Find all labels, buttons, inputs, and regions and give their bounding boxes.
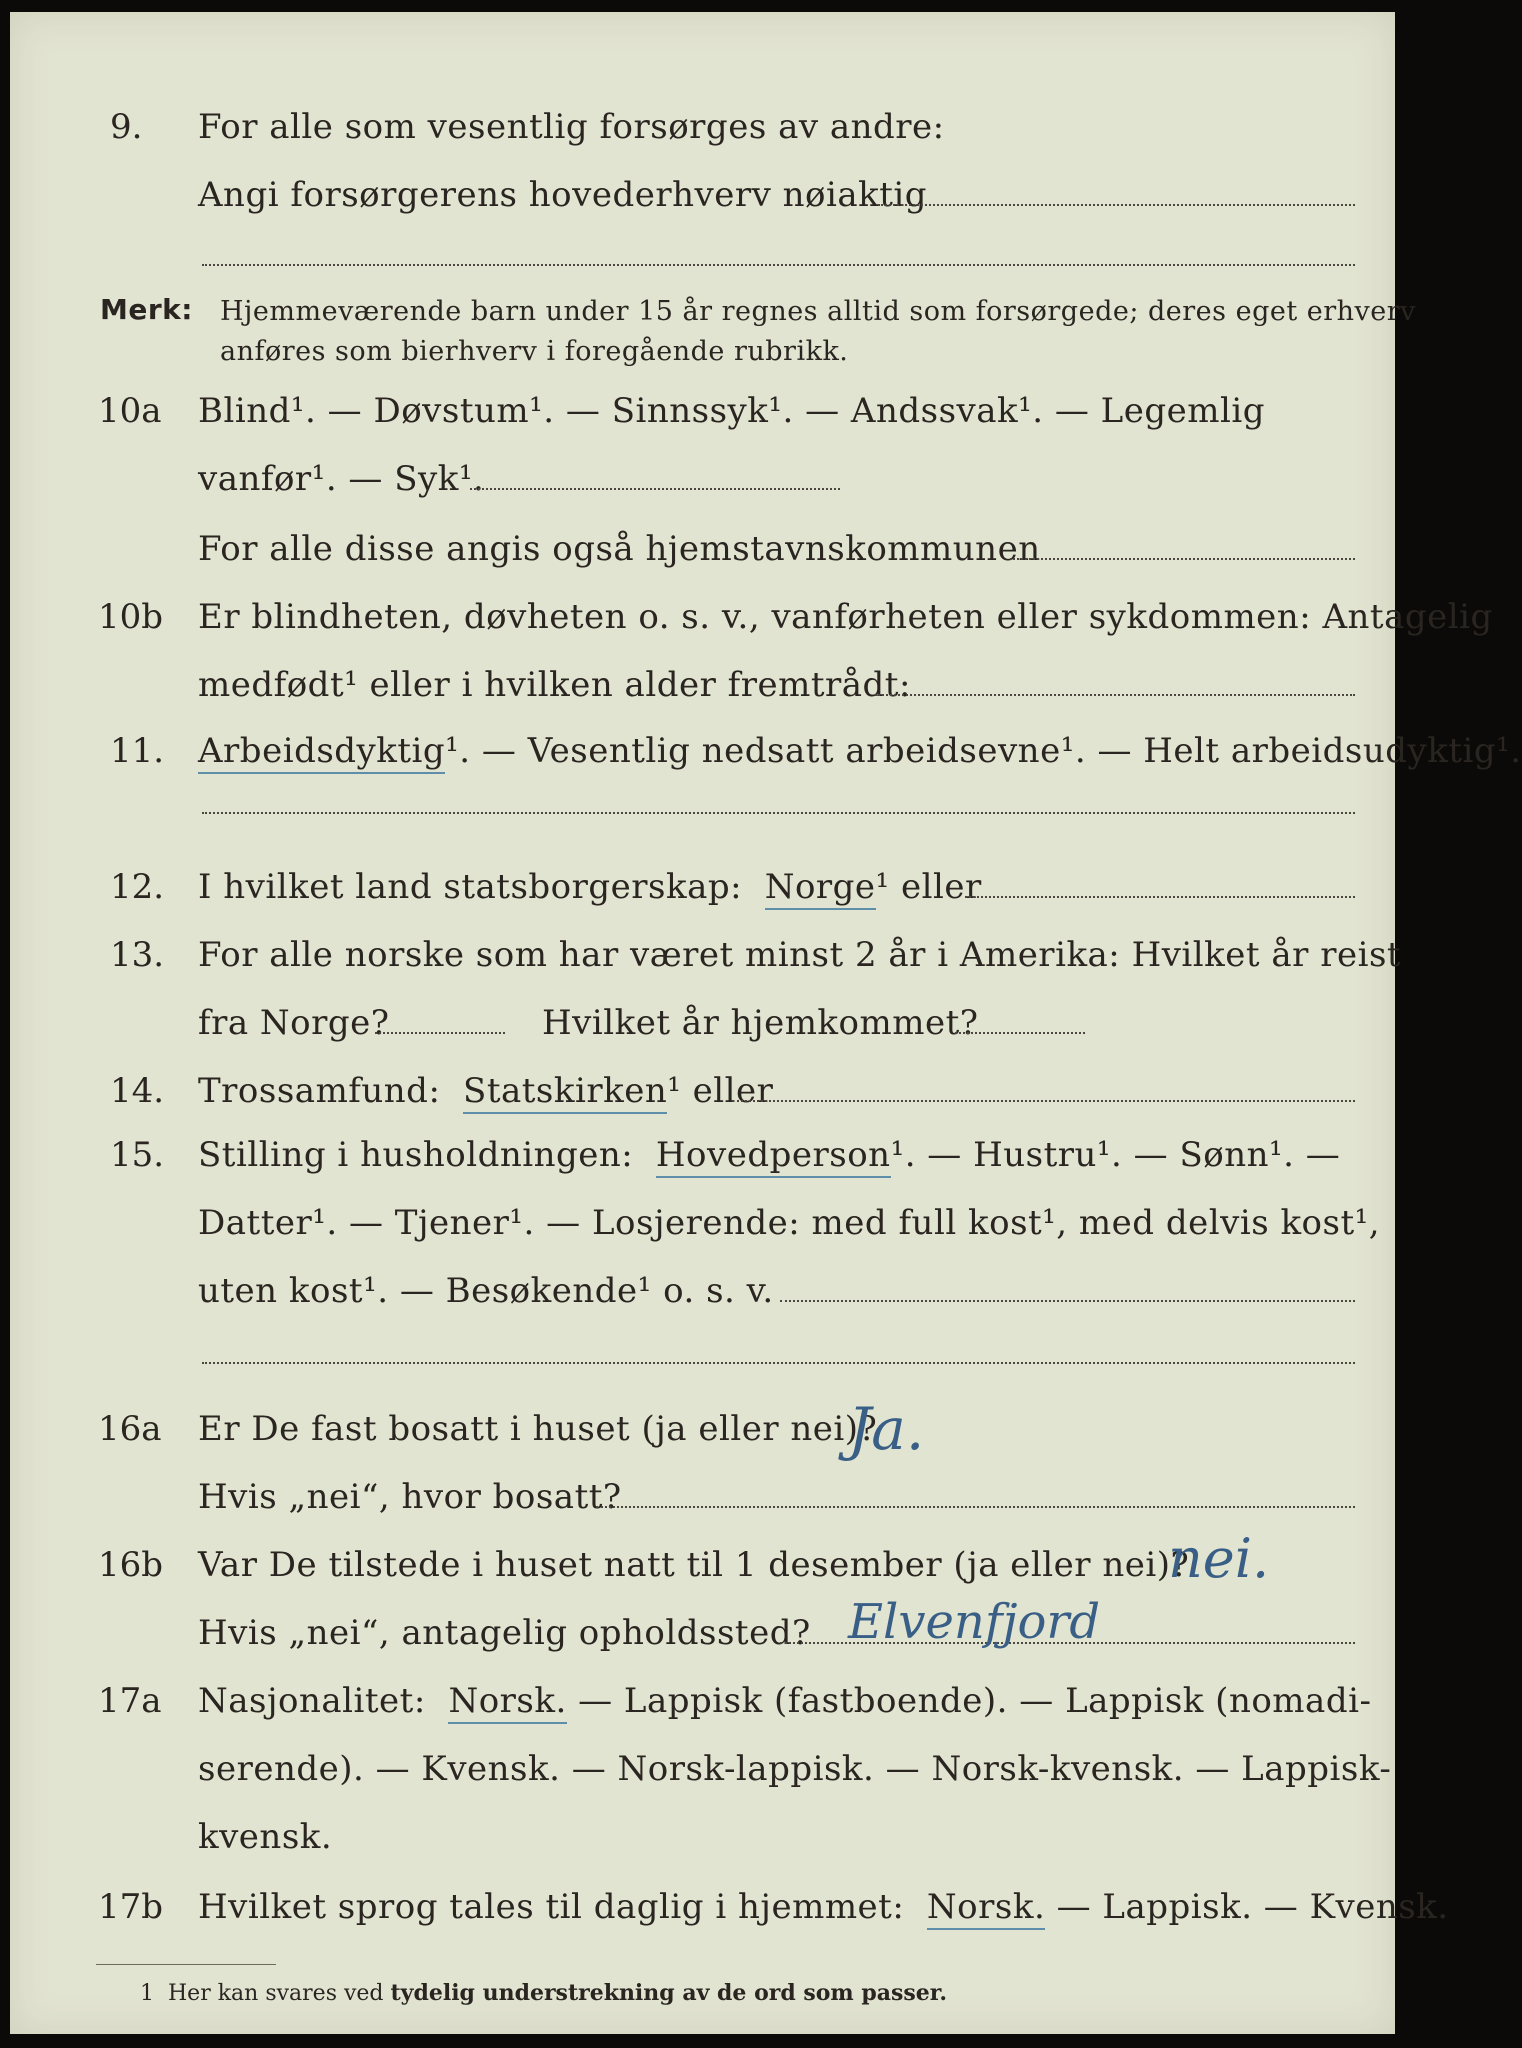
- footnote-bold-text: tydelig understrekning av de ord som passer.: [390, 1980, 948, 2006]
- question-14-post: ¹ eller: [667, 1071, 774, 1111]
- option-norsk-language-selected[interactable]: Norsk.: [927, 1887, 1045, 1930]
- footnote-mark: 1: [140, 1981, 154, 2006]
- question-9-line1: For alle som vesentlig forsørges av andre:: [198, 107, 945, 147]
- question-17b-pre: Hvilket sprog tales til daglig i hjemmet:: [198, 1887, 905, 1927]
- question-17a-post: — Lappisk (fastboende). — Lappisk (nomadi-: [578, 1681, 1372, 1721]
- question-17a-line1: [198, 1681, 1372, 1721]
- question-14-number: 14.: [110, 1071, 165, 1111]
- question-17b-line: [198, 1887, 1449, 1927]
- question-13-line1: For alle norske som har været minst 2 år i Amerika: Hvilket år reist: [198, 935, 1402, 975]
- question-17a-line2: serende). — Kvensk. — Norsk-lappisk. — Norsk-kvensk. — Lappisk-: [198, 1749, 1392, 1789]
- hjemkommet-aar-field[interactable]: [955, 1032, 1085, 1034]
- question-17a-number: 17a: [98, 1681, 162, 1721]
- question-17b-post: — Lappisk. — Kvensk.: [1056, 1887, 1449, 1927]
- question-15-line2: Datter¹. — Tjener¹. — Losjerende: med full kost¹, med delvis kost¹,: [198, 1203, 1381, 1243]
- question-12-pre: I hvilket land statsborgerskap:: [198, 867, 743, 907]
- answer-16b-place-handwritten: Elvenfjord: [848, 1594, 1101, 1650]
- question-11-answer-field[interactable]: [202, 812, 1355, 814]
- answer-16a-handwritten: Ja.: [848, 1395, 925, 1463]
- question-17a-pre: Nasjonalitet:: [198, 1681, 426, 1721]
- question-12-line: [198, 867, 982, 907]
- note-line2: anføres som bierhverv i foregående rubrikk.: [220, 336, 849, 367]
- question-15-number: 15.: [110, 1135, 165, 1175]
- question-14-answer-field[interactable]: [732, 1100, 1355, 1102]
- question-17a-line3: kvensk.: [198, 1817, 333, 1857]
- footnote-text: Her kan svares ved: [168, 1981, 384, 2006]
- question-10a-line1: Blind¹. — Døvstum¹. — Sinnssyk¹. — Andssvak¹. — Legemlig: [198, 391, 1265, 431]
- question-16b-line2: Hvis „nei“, antagelig opholdssted?: [198, 1613, 811, 1653]
- question-14-line: [198, 1071, 774, 1111]
- question-16b-number: 16b: [98, 1545, 164, 1585]
- question-16b-line1: Var De tilstede i huset natt til 1 desember (ja eller nei)?: [198, 1545, 1190, 1585]
- option-arbeidsdyktig-selected[interactable]: Arbeidsdyktig: [198, 731, 445, 774]
- footnote-rule: [96, 1964, 276, 1965]
- question-14-pre: Trossamfund:: [198, 1071, 441, 1111]
- reist-aar-field[interactable]: [375, 1032, 505, 1034]
- question-10b-line1: Er blindheten, døvheten o. s. v., vanførheten eller sykdommen: Antagelig: [198, 597, 1493, 637]
- question-15-post: ¹. — Hustru¹. — Sønn¹. —: [890, 1135, 1341, 1175]
- option-statskirken-selected[interactable]: Statskirken: [463, 1071, 667, 1114]
- note-label: Merk:: [100, 293, 193, 326]
- question-12-number: 12.: [110, 867, 165, 907]
- answer-16b-handwritten: nei.: [1168, 1527, 1270, 1590]
- question-11-line: [198, 731, 1522, 771]
- question-15-line1: [198, 1135, 1341, 1175]
- question-15-line3: uten kost¹. — Besøkende¹ o. s. v.: [198, 1271, 774, 1311]
- question-11-rest: ¹. — Vesentlig nedsatt arbeidsevne¹. — Helt arbeidsudyktig¹.: [445, 731, 1522, 771]
- question-13-line2b: Hvilket år hjemkommet?: [542, 1003, 979, 1043]
- option-norge-selected[interactable]: Norge: [765, 867, 876, 910]
- census-form-page: [10, 12, 1522, 2034]
- question-10b-answer-field[interactable]: [875, 694, 1355, 696]
- question-15-pre: Stilling i husholdningen:: [198, 1135, 634, 1175]
- hjemstavnskommune-field[interactable]: [1010, 558, 1355, 560]
- question-12-post: ¹ eller: [875, 867, 982, 907]
- question-15-answer-field-2[interactable]: [202, 1362, 1355, 1364]
- question-12-answer-field[interactable]: [965, 896, 1355, 898]
- bosatt-field[interactable]: [596, 1506, 1355, 1508]
- option-norsk-selected[interactable]: Norsk.: [448, 1681, 566, 1724]
- question-10a-line3: For alle disse angis også hjemstavnskommunen: [198, 529, 1041, 569]
- question-9-answer-field-2[interactable]: [202, 264, 1355, 266]
- question-10b-line2: medfødt¹ eller i hvilken alder fremtrådt:: [198, 665, 911, 705]
- question-10a-number: 10a: [98, 391, 162, 431]
- question-10a-line2: vanfør¹. — Syk¹.: [198, 459, 485, 499]
- question-17b-number: 17b: [98, 1887, 164, 1927]
- question-9-line2: Angi forsørgerens hovederhverv nøiaktig: [198, 175, 928, 215]
- footnote: [140, 1980, 947, 2006]
- question-9-answer-field[interactable]: [878, 204, 1355, 206]
- question-16a-line1: Er De fast bosatt i huset (ja eller nei)?: [198, 1409, 878, 1449]
- question-15-answer-field[interactable]: [780, 1300, 1355, 1302]
- question-16a-number: 16a: [98, 1409, 162, 1449]
- question-13-number: 13.: [110, 935, 165, 975]
- question-16a-line2: Hvis „nei“, hvor bosatt?: [198, 1477, 622, 1517]
- question-11-number: 11.: [110, 731, 165, 771]
- question-10b-number: 10b: [98, 597, 164, 637]
- question-10a-answer-field[interactable]: [470, 488, 840, 490]
- question-13-line2a: fra Norge?: [198, 1003, 390, 1043]
- option-hovedperson-selected[interactable]: Hovedperson: [656, 1135, 891, 1178]
- question-9-number: 9.: [110, 107, 143, 147]
- note-line1: Hjemmeværende barn under 15 år regnes alltid som forsørgede; deres eget erhverv: [220, 296, 1416, 327]
